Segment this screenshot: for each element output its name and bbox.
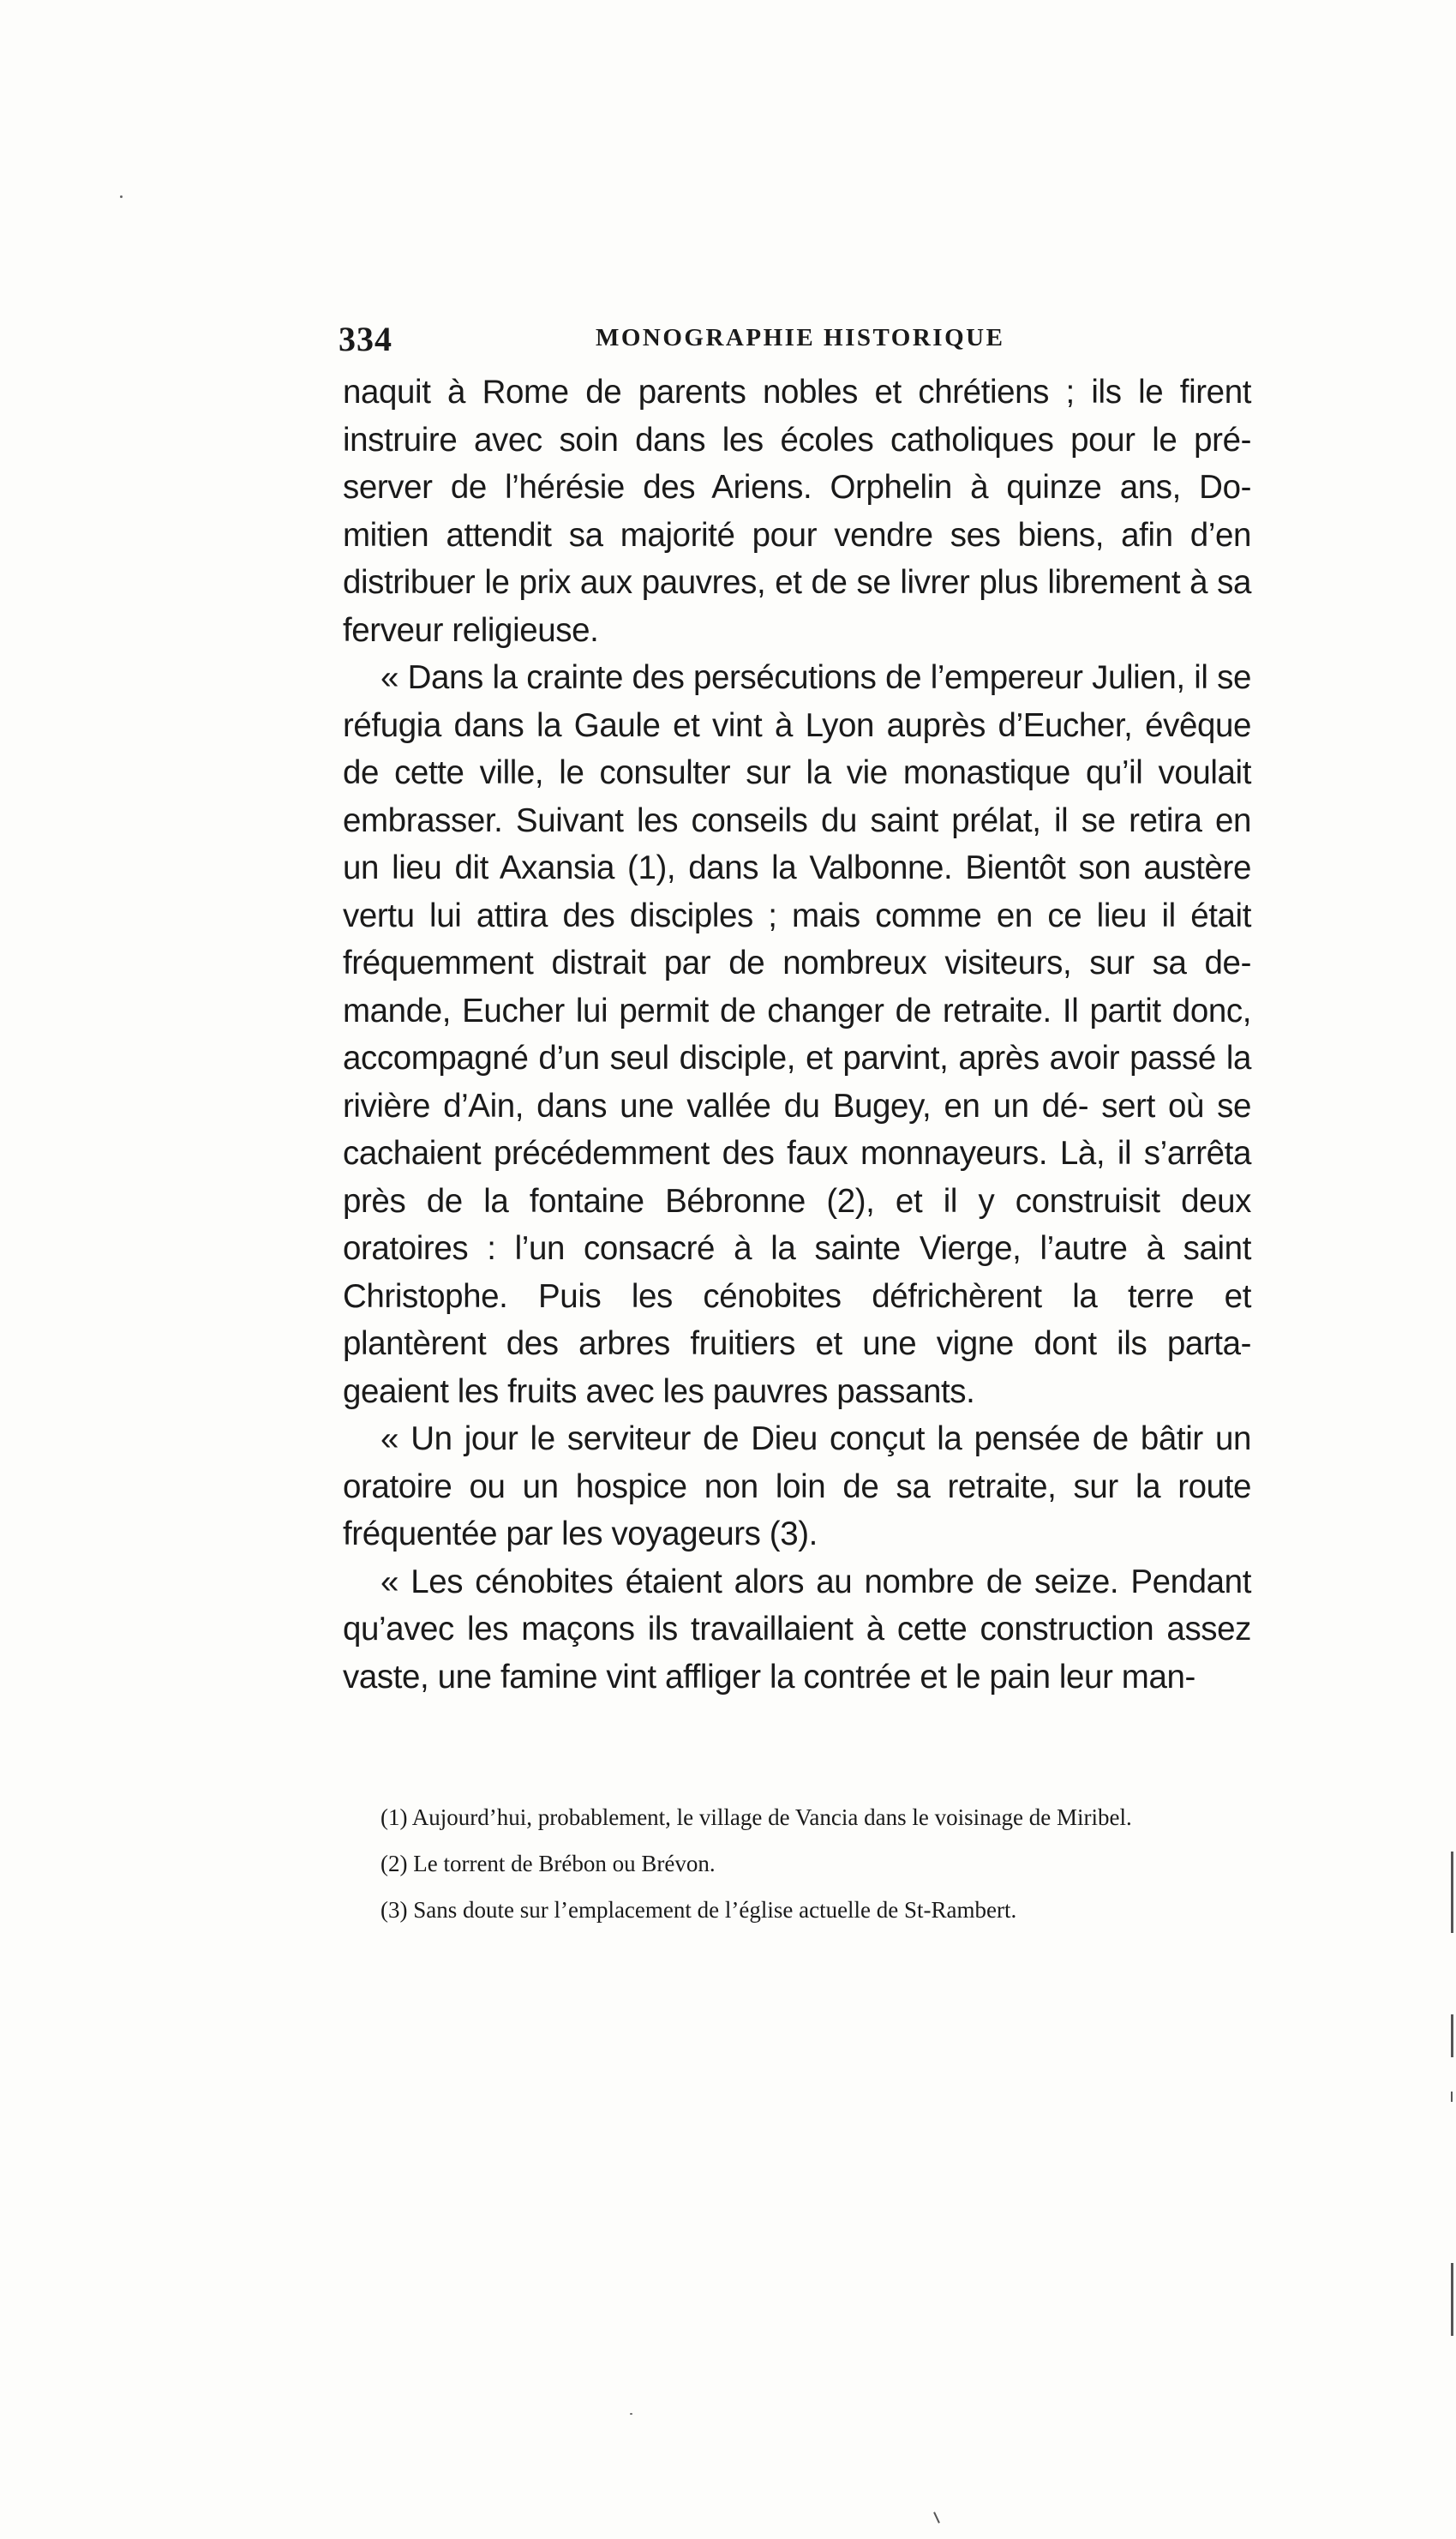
scan-edge-mark [1451, 2263, 1453, 2336]
dust-speck [120, 195, 123, 198]
paragraph-3: « Un jour le serviteur de Dieu conçut la pensée de bâtir un oratoire ou un hospice non loin de sa retraite, sur la route fréquentée par les voyageurs (3). [343, 1420, 1251, 1552]
scan-edge-mark [933, 2512, 940, 2524]
footnote-2: (2) Le torrent de Brébon ou Brévon. [380, 1851, 716, 1876]
main-text [343, 369, 1251, 1701]
scan-edge-mark [1451, 1852, 1453, 1933]
scan-edge-mark [1451, 2092, 1453, 2102]
paragraph-2: « Dans la crainte des persécutions de l’empereur Julien, il se réfugia dans la Gaule et vint à Lyon auprès d’Eucher, évêque de cette ville, le consulter sur la vie monastique qu’il voulait embrasser. Suivant les conseils du saint prélat, il se retira en un lieu dit Axansia (1), dans la Valbonne. Bientôt son austère vertu lui attira des disciples ; mais comme en ce lieu il était fréquemment distrait par de nombreux visiteurs, sur sa de- mande, Eucher lui permit de changer de retraite. Il partit donc, accompagné d’un seul disciple, et parvint, après avoir passé la rivière d’Ain, dans une vallée du Bugey, en un dé- sert où se cachaient précédemment des faux monnayeurs. Là, il s’arrêta près de la fontaine Bébronne (2), et il y construisit deux oratoires : l’un consacré à la sainte Vierge, l’autre à saint Christophe. Puis les cénobites défrichèrent la terre et plantèrent des arbres fruitiers et une vigne dont ils parta- geaient les fruits avec les pauvres passants. [343, 659, 1251, 1410]
paragraph-1: naquit à Rome de parents nobles et chrétiens ; ils le firent instruire avec soin dans les écoles catholiques pour le pré- server de l’hérésie des Ariens. Orphelin à quinze ans, Do- mitien attendit sa majorité pour vendre ses biens, afin d’en distribuer le prix aux pauvres, et de se livrer plus librement à sa ferveur religieuse. [343, 374, 1251, 649]
running-title: MONOGRAPHIE HISTORIQUE [596, 324, 1005, 351]
dust-speck [630, 2413, 632, 2415]
paragraph-4: « Les cénobites étaient alors au nombre de seize. Pendant qu’avec les maçons ils travaillaient à cette construction assez vaste, une famine vint affliger la contrée et le pain leur man- [343, 1563, 1251, 1696]
page-number: 334 [339, 320, 392, 358]
page-header [339, 319, 1264, 362]
footnote-1: (1) Aujourd’hui, probablement, le village de Vancia dans le voisinage de Miribel. [380, 1804, 1132, 1830]
footnote-3: (3) Sans doute sur l’emplacement de l’église actuelle de St-Rambert. [380, 1897, 1017, 1923]
footnotes [343, 1800, 1251, 1939]
scan-edge-mark [1451, 2014, 1453, 2057]
